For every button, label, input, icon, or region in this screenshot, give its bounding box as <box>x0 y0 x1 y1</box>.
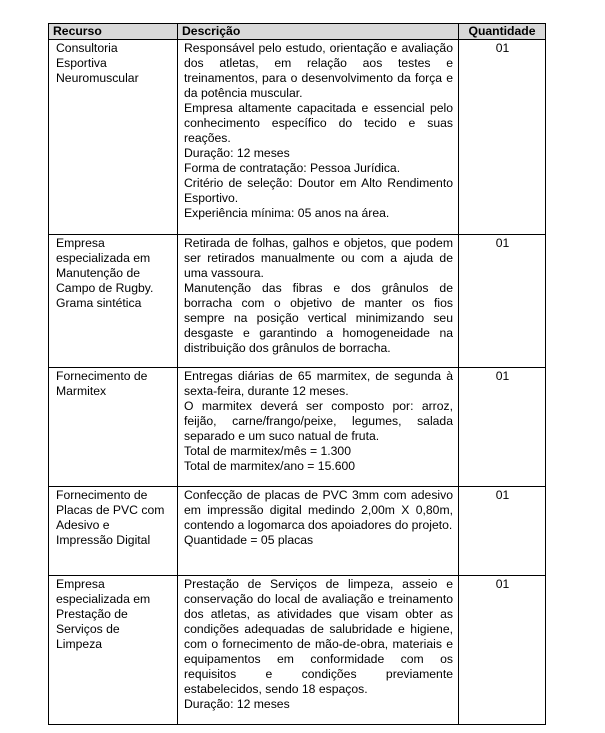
descricao-cell <box>178 368 459 487</box>
recurso-line: Impressão Digital <box>56 533 151 547</box>
descricao-paragraph: Total de marmitex/mês = 1.300 <box>184 444 351 458</box>
quantidade-cell: 01 <box>459 368 546 487</box>
recurso-line: especializada em <box>56 592 151 606</box>
recurso-line: Serviços de <box>56 622 120 636</box>
descricao-paragraph: O marmitex deverá ser composto por: arroz, feijão, carne/frango/peixe, legumes, salada separado e um suco natual de fruta. <box>184 399 453 443</box>
descricao-cell <box>178 40 459 235</box>
header-recurso: Recurso <box>49 24 178 40</box>
recurso-line: Esportiva <box>56 56 107 70</box>
descricao-paragraph: Duração: 12 meses <box>184 697 290 711</box>
table-row <box>49 576 546 725</box>
recurso-cell <box>49 40 178 235</box>
recurso-cell <box>49 487 178 576</box>
recurso-cell <box>49 235 178 368</box>
descricao-paragraph: Total de marmitex/ano = 15.600 <box>184 459 356 473</box>
table-row <box>49 487 546 576</box>
recurso-line: Manutenção de <box>56 266 141 280</box>
quantidade-cell: 01 <box>459 235 546 368</box>
recurso-cell <box>49 576 178 725</box>
recurso-line: Empresa <box>56 577 105 591</box>
descricao-paragraph: Empresa altamente capacitada e essencial pelo conhecimento específico do tecido e suas reações. <box>184 101 453 145</box>
recurso-line: especializada em <box>56 251 151 265</box>
descricao-paragraph: Retirada de folhas, galhos e objetos, que podem ser retirados manualmente ou com a ajuda de uma vassoura. <box>184 236 453 280</box>
header-descricao: Descrição <box>178 24 459 40</box>
descricao-paragraph: Confecção de placas de PVC 3mm com adesivo em impressão digital medindo 2,00m X 0,80m, contendo a logomarca dos apoiadores do projeto. <box>184 488 453 532</box>
header-quantidade: Quantidade <box>459 24 546 40</box>
descricao-paragraph: Manutenção das fibras e dos grânulos de borracha com o objetivo de manter os fios sempre na posição vertical minimizando seu desgaste e garantindo a homogeneidade na distribuição dos grânulos de borracha. <box>184 281 453 355</box>
descricao-paragraph: Entregas diárias de 65 marmitex, de segunda à sexta-feira, durante 12 meses. <box>184 369 453 398</box>
table-row <box>49 235 546 368</box>
recurso-line: Empresa <box>56 236 105 250</box>
recurso-line: Neuromuscular <box>56 71 139 85</box>
descricao-cell <box>178 576 459 725</box>
descricao-cell <box>178 487 459 576</box>
descricao-paragraph: Forma de contratação: Pessoa Jurídica. <box>184 161 401 175</box>
recurso-line: Grama sintética <box>56 296 142 310</box>
recurso-line: Marmitex <box>56 384 107 398</box>
recurso-line: Placas de PVC com <box>56 503 165 517</box>
recurso-line: Adesivo e <box>56 518 110 532</box>
recurso-line: Prestação de <box>56 607 128 621</box>
descricao-cell <box>178 235 459 368</box>
header-row <box>49 24 546 40</box>
descricao-paragraph: Responsável pelo estudo, orientação e avaliação dos atletas, em relação aos testes e treinamentos, para o desenvolvimento da força e da potência muscular. <box>184 41 453 100</box>
recurso-cell <box>49 368 178 487</box>
recurso-line: Consultoria <box>56 41 118 55</box>
recurso-line: Campo de Rugby. <box>56 281 154 295</box>
quantidade-cell: 01 <box>459 576 546 725</box>
recurso-line: Fornecimento de <box>56 488 148 502</box>
descricao-paragraph: Experiência mínima: 05 anos na área. <box>184 206 390 220</box>
recurso-line: Fornecimento de <box>56 369 148 383</box>
descricao-paragraph: Duração: 12 meses <box>184 146 290 160</box>
table-row <box>49 368 546 487</box>
quantidade-cell: 01 <box>459 487 546 576</box>
recurso-line: Limpeza <box>56 637 103 651</box>
descricao-paragraph: Quantidade = 05 placas <box>184 533 314 547</box>
resources-table <box>48 23 546 725</box>
descricao-paragraph: Critério de seleção: Doutor em Alto Rendimento Esportivo. <box>184 176 453 205</box>
descricao-paragraph: Prestação de Serviços de limpeza, asseio e conservação do local de avaliação e treinamento dos atletas, as atividades que visam obter as condições adequadas de salubridade e higiene, com o fornecimento de mão-de-obra, materiais e equipamentos em conformidade com os requisitos e condições previamente estabelecidos, sendo 18 espaços. <box>184 577 453 696</box>
table-row <box>49 40 546 235</box>
quantidade-cell: 01 <box>459 40 546 235</box>
